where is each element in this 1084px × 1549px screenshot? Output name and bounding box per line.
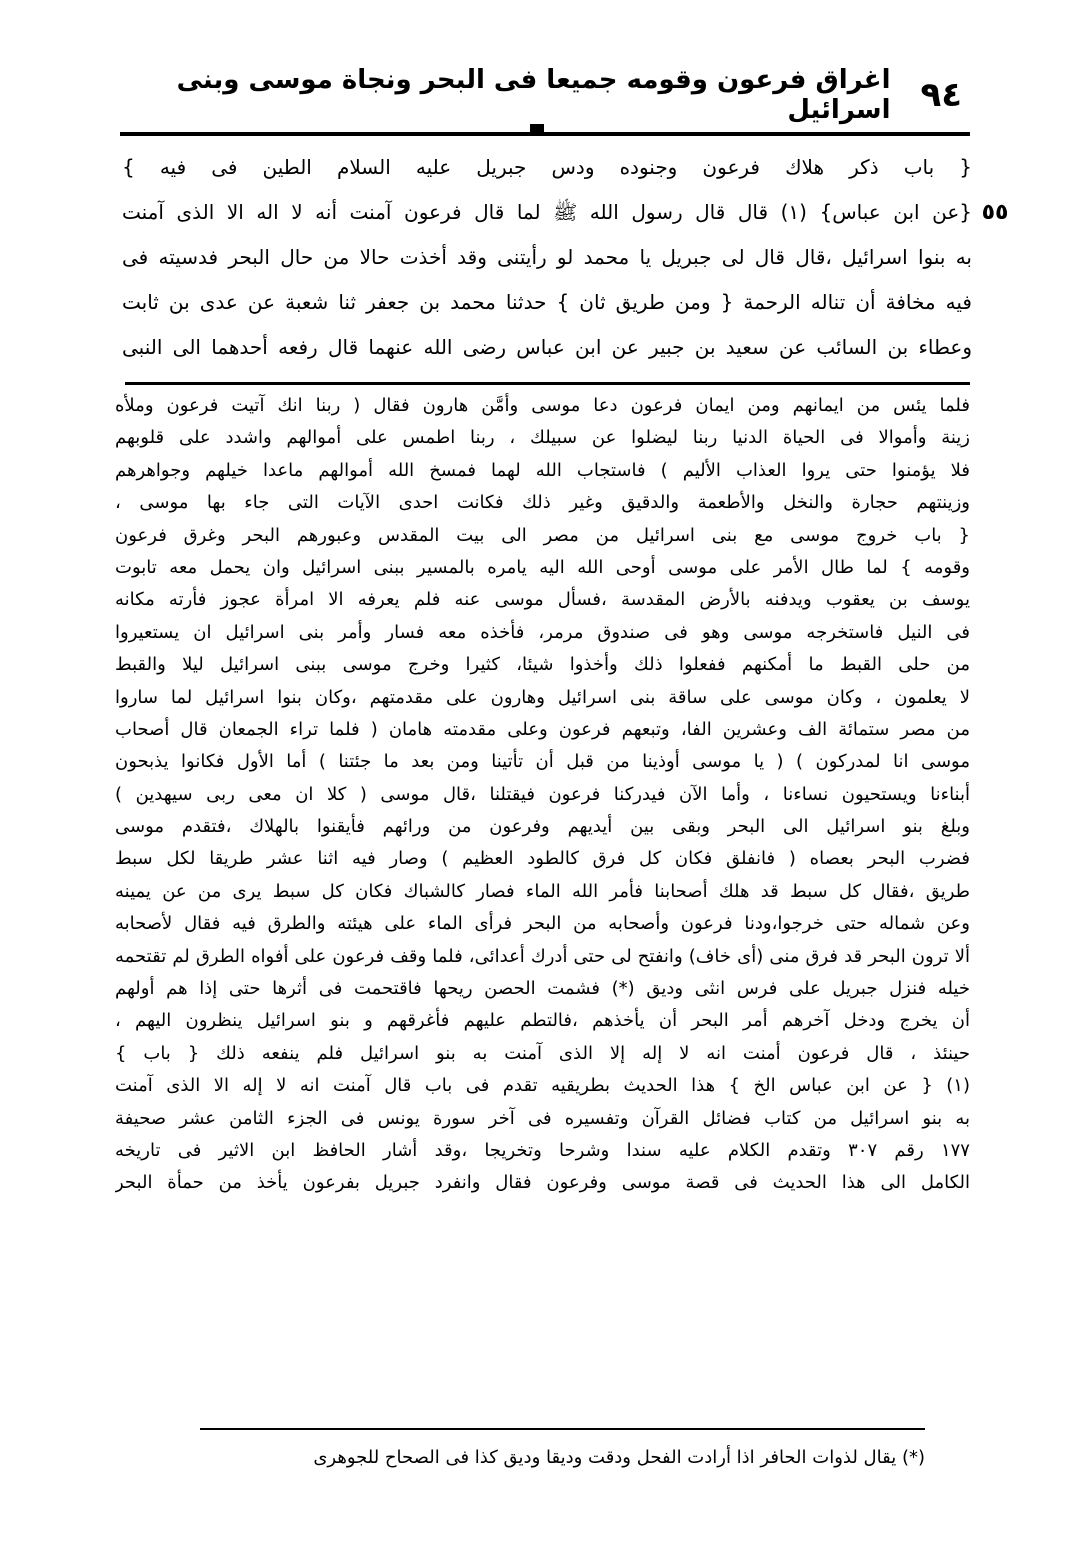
commentary-line: حينئذ ، قال فرعون أمنت انه لا إله إلا الذى آمنت به بنو اسرائيل فلم ينفعه ذلك { باب } (115, 1042, 970, 1064)
header-rule-mark (530, 124, 544, 134)
commentary-line: خيله فنزل جبريل على فرس انثى وديق (*) فشمت الحصن ريحها فاقتحمت فى أثرها حتى إذا هم أولهم (115, 978, 970, 1000)
page-number: ٩٤ (920, 75, 962, 115)
commentary-line: ألا ترون البحر قد فرق منى (أى خاف) وانفتح لى حتى أدرك أعدائى، فلما وقف فرعون على أفواه الطرق لم تقتحمه (115, 945, 970, 967)
footnote: (*) يقال لذوات الحافر اذا أرادت الفحل ودقت وديقا وديق كذا فى الصحاح للجوهرى (313, 1447, 925, 1468)
commentary-line: من حلى القبط ما أمكنهم ففعلوا ذلك وأخذوا شيئا، كثيرا وخرج موسى ببنى اسرائيل ليلا والقبط (115, 654, 970, 676)
commentary-line: فلما يئس من ايمانهم ومن ايمان فرعون دعا موسى وأمَّن هارون فقال ( ربنا انك آتيت فرعون وملأه (115, 395, 970, 416)
commentary-line: لا يعلمون ، وكان موسى على ساقة بنى اسرائيل وهارون على مقدمتهم ،وكان بنوا اسرائيل لما ساروا (115, 686, 970, 708)
running-title: اغراق فرعون وقومه جميعا فى البحر ونجاة موسى وبنى اسرائيل (176, 65, 891, 125)
commentary-line: وبلغ بنو اسرائيل الى البحر وبقى بين أيديهم وفرعون من ورائهم فأيقنوا بالهلاك ،فتقدم موسى (115, 816, 970, 838)
commentary-line: فى النيل فاستخرجه موسى وهو فى صندوق مرمر، فأخذه معه فسار وأمر بنى اسرائيل ان يستعيروا (115, 621, 970, 643)
commentary-line: زينة وأموالا فى الحياة الدنيا ربنا ليضلوا عن سبيلك ، ربنا اطمس على أموالهم واشدد على قلوبهم (115, 427, 970, 449)
main-text-line: فيه مخافة أن تناله الرحمة { ومن طريق ثان } حدثنا محمد بن جعفر ثنا شعبة عن عدى بن ثابت (122, 290, 972, 314)
commentary-line: طريق ،فقال كل سبط قد هلك أصحابنا فأمر الله الماء فصار كالشباك فكان كل سبط يرى من عن يمينه (115, 880, 970, 902)
commentary-line: (١) { عن ابن عباس الخ } هذا الحديث بطريقيه تقدم فى باب قال آمنت انه لا إله الا الذى آمنت (115, 1075, 970, 1097)
commentary-line: وزينتهم حجارة والنخل والأطعمة والدقيق وغير ذلك فكانت احدى الآيات التى جاء بها موسى ، (115, 492, 970, 514)
footnote-rule (200, 1428, 925, 1430)
commentary-line: وقومه } لما طال الأمر على موسى أوحى الله اليه يامره بالمسير ببنى اسرائيل وان يحمل معه تابوت (115, 556, 970, 578)
main-text-line: { باب ذكر هلاك فرعون وجنوده ودس جبريل عليه السلام الطين فى فيه } (122, 155, 972, 179)
commentary-text (115, 390, 970, 1200)
commentary-line: { باب خروج موسى مع بنى اسرائيل من مصر الى بيت المقدس وعبورهم البحر وغرق فرعون (115, 524, 970, 546)
page-header (120, 65, 970, 125)
commentary-line: ١٧٧ رقم ٣٠٧ وتقدم الكلام عليه سندا وشرحا وتخريجا ،وقد أشار الحافظ ابن الاثير فى تاريخه (115, 1139, 970, 1161)
commentary-line: أبناءنا ويستحيون نساءنا ، وأما الآن فيدركنا فرعون فيقتلنا ،قال موسى ( كلا ان معى ربى سيهدين ) (115, 783, 970, 805)
commentary-line: أن يخرج ودخل آخرهم أمر البحر أن يأخذهم ،فالتطم عليهم فأغرقهم و بنو اسرائيل ينظرون اليهم ، (115, 1010, 970, 1032)
commentary-line: وعن شماله حتى خرجوا،ودنا فرعون وأصحابه من البحر فرأى الماء على هيئته والطرق فيه فقال لأصحابه (115, 913, 970, 935)
main-text-line: به بنوا اسرائيل ،قال قال لى جبريل يا محمد لو رأيتنى وقد أخذت حالا من حال البحر فدسيته فى (122, 245, 972, 269)
section-divider (125, 382, 970, 385)
commentary-line: فضرب البحر بعصاه ( فانفلق فكان كل فرق كالطود العظيم ) وصار فيه اثنا عشر طريقا لكل سبط (115, 848, 970, 870)
commentary-line: من مصر ستمائة الف وعشرين الفا، وتبعهم فرعون وعلى مقدمته هامان ( فلما تراء الجمعان قال أصحاب (115, 718, 970, 740)
main-text-line: {عن ابن عباس} (١) قال قال رسول الله ﷺ لما قال فرعون آمنت أنه لا اله الا الذى آمنت (122, 200, 972, 224)
hadith-number: ٥٥ (981, 200, 1009, 225)
commentary-line: به بنو اسرائيل من كتاب فضائل القرآن وتفسيره فى آخر سورة يونس فى الجزء الثامن عشر صحيفة (115, 1107, 970, 1129)
commentary-line: موسى انا لمدركون ) ( يا موسى أوذينا من قبل أن تأتينا ومن بعد ما جئتنا ) أما الأول فكانوا يذبحون (115, 751, 970, 773)
main-text-line: وعطاء بن السائب عن سعيد بن جبير عن ابن عباس رضى الله عنهما قال رفعه أحدهما الى النبى (122, 335, 972, 359)
commentary-line: الكامل الى هذا الحديث فى قصة موسى وفرعون فقال وانفرد جبريل بفرعون يأخذ من حمأة البحر (115, 1172, 970, 1194)
main-text (122, 145, 972, 370)
header-rule (120, 132, 970, 136)
commentary-line: يوسف بن يعقوب ويدفنه بالأرض المقدسة ،فسأل موسى عنه فلم يعرفه الا امرأة عجوز فأرته مكانه (115, 589, 970, 611)
commentary-line: فلا يؤمنوا حتى يروا العذاب الأليم ) فاستجاب الله لهما فمسخ الله أموالهم ماعدا خيلهم وجواهرهم (115, 459, 970, 481)
